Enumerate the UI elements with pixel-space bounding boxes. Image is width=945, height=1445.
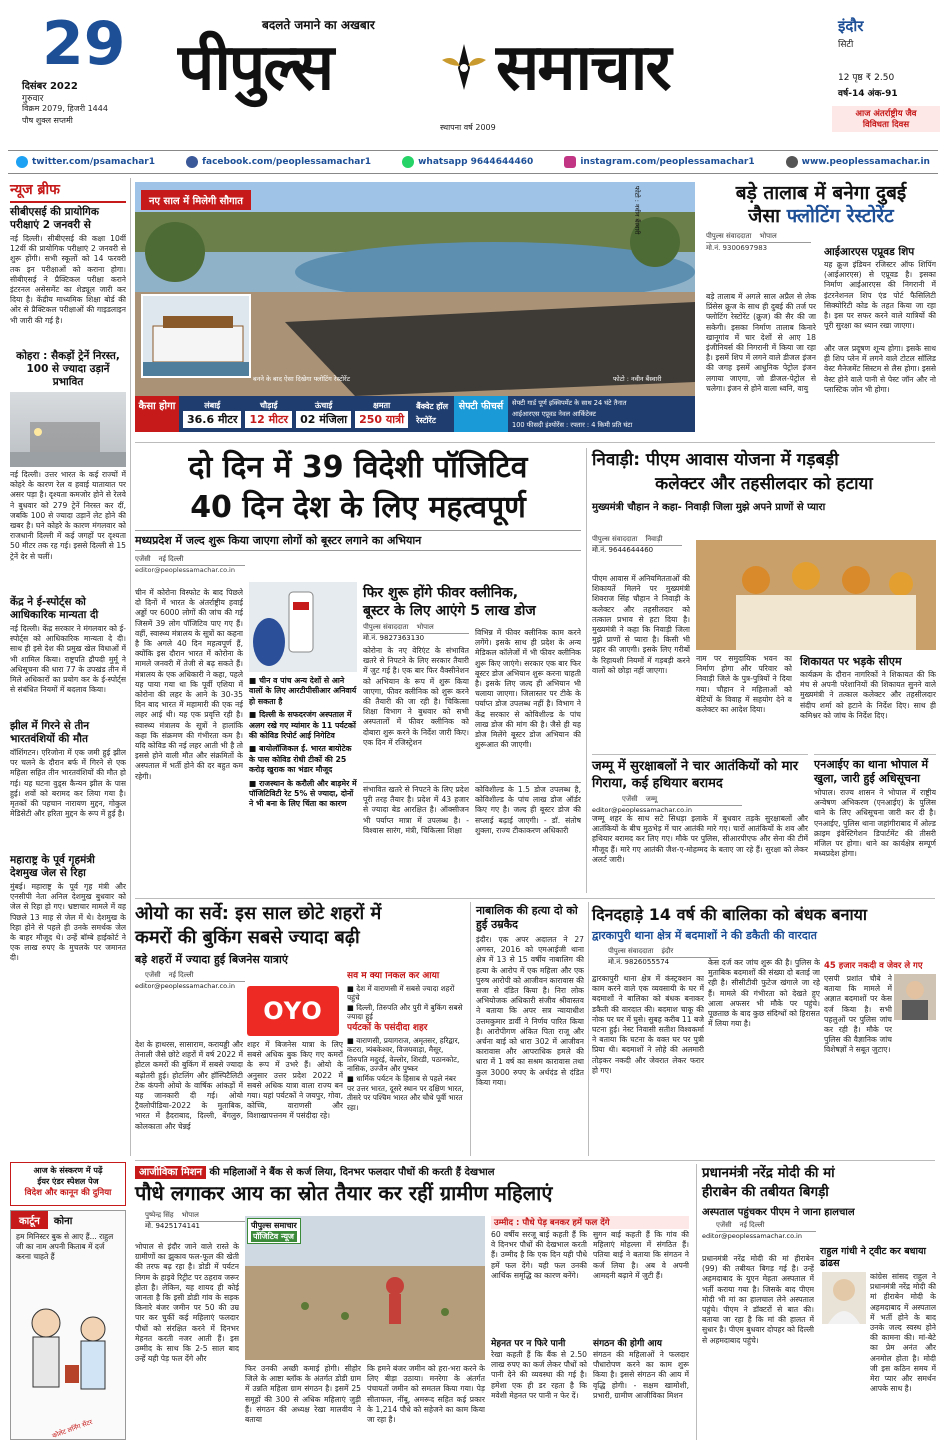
covid-bullet-3-text: बायोलॉजिकल ई. भारत बायोटेक के पास कोविड रोधी टीकों की 25 करोड़ खुराक का भंडार मौजूद	[249, 744, 352, 775]
pm-byline-name: एजेंसी	[716, 1221, 732, 1229]
lake-stats-bar	[135, 396, 695, 432]
niwari-headline-1: निवाड़ी: पीएम आवास योजना में गड़बड़ी	[592, 450, 839, 470]
twitter-icon	[16, 156, 28, 168]
stamp-line-2: पॉजिटिव न्यूज	[251, 1231, 297, 1242]
twitter-handle: twitter.com/psamachar1	[32, 157, 156, 167]
positive-news-stamp	[247, 1218, 301, 1244]
promo-line-1: आज के संस्करण में पढ़ें	[33, 1166, 103, 1175]
photo-credit: फोटो : नवीन बैंस्वारी	[613, 375, 662, 383]
hiraben-photo	[822, 1272, 866, 1324]
whatsapp-number: whatsapp 9644644460	[418, 157, 534, 167]
fever-headline-1: फिर शुरू होंगे फीवर क्लीनिक,	[363, 585, 519, 601]
covid-story	[135, 448, 581, 888]
fever-mob: मो.नं. 9827363130	[363, 634, 425, 642]
facebook-handle: facebook.com/peoplessamachar1	[202, 157, 372, 167]
logo-emblem	[436, 40, 492, 96]
village-headline: पौधे लगाकर आय का स्रोत तैयार कर रहीं ग्रामीण महिलाएं	[135, 1181, 553, 1205]
covid-deck: मध्यप्रदेश में जल्द शुरू किया जाएगा लोगों को बूस्टर लगाने का अभियान	[135, 530, 581, 551]
brief-1-body: नई दिल्ली। सीबीएसई की कक्षा 10वीं 12वीं की प्रायोगिक परीक्षाएं 2 जनवरी से शुरू होंगी। सभी स्कूलों को 14 फरवरी तक इन परीक्षाओं को कराना होगा। सीबीएसई ने प्रैक्टिकल परीक्षा कराने इंटरनल असेसमेंट का शेड्यूल जारी कर दिया है। केंद्रीय माध्यमिक शिक्षा बोर्ड की ओर से प्रैक्टिकल परीक्षाओं की गाइडलाइन भी जारी की गई है।	[10, 234, 126, 325]
fever-headline-2: बूस्टर के लिए आएंगे 5 लाख डोज	[363, 603, 536, 619]
hostage-mob: मो.नं. 9826055574	[608, 958, 670, 966]
brief-4-body: वॉशिंगटन। एरिजोना में एक जमी हुई झील पर चलने के दौरान बर्फ में गिरने से एक महिला सहित तीन भारतवंशियों की मौत हो गई। यह घटना वुड्स कैन्यन झील के पास हुई। शवों को बरामद कर लिया गया है। मृतकों की पहचान नारायण मुद्दन, गोकुल मेडिसेटी और हरिता मुद्दन के रूप में हुई है।	[10, 748, 126, 819]
social-whatsapp[interactable]	[402, 156, 533, 168]
cartoon-label: कार्टून	[11, 1211, 48, 1229]
weekday: गुरुवार	[22, 94, 44, 104]
safety-item-2: आईआरएस एप्रूवड नेवल आर्किटेक्ट	[512, 409, 596, 418]
social-strip	[8, 150, 938, 174]
covid-test-photo	[249, 582, 357, 672]
niwari-body: पीएम आवास में अनियमितताओं की शिकायतें मिलने पर मुख्यमंत्री शिवराज सिंह चौहान ने निवाड़ी के कलेक्टर और तहसीलदार को तत्काल प्रभाव से हटा दिया है। मुख्यमंत्री ने कहा कि निवाड़ी जिला मुझे प्राणों से प्यारा है। किसी भी प्रहार की जाएगी। इसके लिए गरीबों के रिहायशी नियमों में गड़बड़ी करने वालों को छोड़ा नहीं जाएगा।	[592, 574, 690, 675]
stat-length-value: 36.6 मीटर	[183, 411, 241, 428]
nia-body: भोपाल। राज्य शासन ने भोपाल में राष्ट्रीय अन्वेषण अभिकरण (एनआईए) के पुलिस थाने के लिए अधिसूचना जारी कर दी है। एनआईए, पुलिस थाना जहांगीराबाद में ओल्ड क्राइम इंवेस्टिगेशन डिपार्टमेंट की तीसरी मंजिल पर होगा। थाने का कार्यक्षेत्र सम्पूर्ण मध्यप्रदेश होगा।	[814, 788, 936, 859]
niwari-headline-2: कलेक्टर और तहसीलदार को हटाया	[655, 474, 873, 494]
oyo-box-item-4: ■ धार्मिक पर्यटन के हिसाब से पहले नंबर पर उत्तर भारत, दूसरे स्थान पर दक्षिण भारत, तीसरे पर पश्चिम भारत और चौथे पूर्वी भारत रहा।	[347, 1073, 464, 1112]
dubai-headline-2	[706, 205, 936, 228]
income-headline: संगठन की होगी आय	[593, 1339, 662, 1349]
jammu-story	[592, 754, 808, 890]
dubai-byline	[706, 232, 811, 243]
village-label	[135, 1164, 690, 1178]
dubai-headline-2a: जैसा	[748, 205, 787, 227]
covid-bullet-1: ■ चीन व पांच अन्य देशों से आने वालों के लिए आरटीपीसीआर अनिवार्य हो सकता है	[249, 676, 357, 706]
nia-story	[814, 754, 936, 890]
covid-bullet-4-text: राजस्थान के करौली और बाड़मेर में पॉजिटिविटी रेट 5% से ज्यादा, दोनों ने भी बना के लिए चिंता का कारण	[249, 778, 357, 809]
stats-label: कैसा होगा	[135, 396, 179, 432]
hope-body: 60 वर्षीय सरजू बाई कहती हैं कि वे दिनभर पौधों की देखभाल करती हैं। उम्मीद है कि एक दिन यही पौधे हमें फल देंगे। यही फल उनकी आर्थिक समृद्धि का कारण बनेंगे।	[491, 1230, 587, 1280]
covid-bullet-4: ■ राजस्थान के करौली और बाड़मेर में पॉजिटिविटी रेट 5% से ज्यादा, दोनों ने भी बना के लिए चिंता का कारण	[249, 778, 357, 809]
web-url: www.peoplessamachar.in	[801, 157, 930, 167]
covid-body: चीन में कोरोना विस्फोट के बाद पिछले दो दिनों में भारत के अंतर्राष्ट्रीय हवाई अड्डों पर 6000 लोगों की जांच की गई जिसमें 39 लोग पॉजिटिव पाए गए हैं। वहीं, स्वास्थ्य मंत्रालय के सूत्रों का कहना है कि अगले 40 दिन महत्वपूर्ण हैं, क्योंकि इस दौरान भारत में कोरोना के मामले जनवरी में तेजी से बढ़ सकते हैं। मंत्रालय के एक अधिकारी ने कहा, पहले यह पाया गया था कि पूर्वी एशिया में कोरोना की लहर के आने के 30-35 दिन बाद भारत में महामारी की एक नई लहर आई थी। यह एक प्रवृत्ति रही है। स्वास्थ्य मंत्रालय के सूत्रों ने हालांकि कहा कि संक्रमण की गंभीरता कम है। यदि कोविड की नई लहर आती भी है तो इससे होने वाली मौत और संक्रमितों के अस्पताल में भर्ती होने की दर बहुत कम रहेगी।	[135, 588, 243, 781]
officer-photo	[894, 974, 936, 1020]
oyo-box-item-4-text: धार्मिक पर्यटन के हिसाब से पहले नंबर पर उत्तर भारत, दूसरे स्थान पर दक्षिण भारत, तीसरे पर पश्चिम भारत और चौथे पूर्वी भारत रहा।	[347, 1073, 464, 1112]
village-byline-place: भोपाल	[181, 1211, 199, 1219]
brief-5-title: महाराष्ट्र के पूर्व गृहमंत्री देशमुख जेल से रिहा	[10, 854, 95, 879]
oyo-box-item-3: ■ वाराणसी, प्रयागराज, अमृतसर, हरिद्वार, कटरा, त्र्यंबकेश्वर, विजयवाड़ा, मैसूर, तिरुपति मदुरई, वेल्लोर, शिरडी, पठानकोट, नासिक, उज्जैन और पुष्कर	[347, 1035, 460, 1074]
logo-left: पीपुल्स	[178, 31, 333, 105]
village-body-3: कि हमने बंजर जमीन को हरा-भरा करने के लिए बीड़ा उठाया। मनरेगा के अंतर्गत पंचायतों जमीन को समतल किया गया। पेड़ सीताफल, नींबू, अमरूद सहित कई प्रकार के 1,214 पौधे को सहेजने का काम किया जा रहा है।	[367, 1364, 485, 1425]
covid-bullets	[249, 676, 357, 810]
oyo-logo-text: OYO	[263, 997, 323, 1025]
stat-capacity	[355, 400, 408, 428]
oyo-box-item-1-text: देश में वाराणसी में सबसे ज्यादा शहरों पहुंचे	[347, 983, 455, 1003]
hostage-byline	[608, 947, 718, 958]
cartoon-bubble: हम मिनिस्टर बुक से आए हैं... राहुल जी का नाम अपनी किताब में दर्ज करना चाहते हैं	[16, 1232, 114, 1261]
stat-width	[245, 400, 292, 428]
globe-icon	[786, 156, 798, 168]
dubai-headline-2b: फ्लोटिंग रेस्टोरेंट	[786, 205, 894, 227]
village-body-1: भोपाल से इंदौर जाने वाले रास्ते के ग्रामीणों का झुकाव फल-फूल की खेती की तरफ बढ़ रहा है। डोडी में पर्यटन निगम के हाइवे रिट्रीट पर ठहराव जरूर होता है। लेकिन, यह शायद ही कोई जानता है कि इसी डोडी गांव के सड़क किनारे बंजर जमीन पर 50 की उम्र पार कर चुकीं कई महिलाएं फलदार पौधों को संरक्षित करने में दिनभर मेहनत करती नजर आती हैं। इस उम्मीद के साथ कि 2-5 साल बाद उन्हें यही पेड़ फल देंगे और	[135, 1242, 239, 1364]
brief-1-title: सीबीएसई की प्रायोगिक परीक्षाएं 2 जनवरी से	[10, 206, 99, 231]
covid-headline-1: दो दिन में 39 विदेशी पॉजिटिव	[188, 450, 528, 485]
pm-side-headline: राहुल गांधी ने ट्वीट कर बधाया ढांढस	[820, 1246, 926, 1269]
covid-headline-2: 40 दिन देश के लिए महत्वपूर्ण	[190, 490, 526, 525]
safety-item-3: 100 फीसदी इंश्योरेंस : रफ्तार : 4 किमी प्रति घंटा	[512, 420, 633, 429]
fever-byline-place: भोपाल	[416, 623, 434, 631]
niwari-caption: नाम पर समुदायिक भवन का निर्माण होगा और परिवार को निवाड़ी जिले के पुत्र-पुत्रियों ने दिया गया। चौहान ने महिलाओं को बेटियों के विवाह में सहयोग देने व कलेक्टर का आदेश दिया।	[696, 654, 792, 715]
niwari-byline-name: पीपुल्स संवाददाता	[592, 535, 638, 543]
niwari-photo	[696, 540, 936, 650]
facebook-icon	[186, 156, 198, 168]
village-byline	[145, 1211, 245, 1222]
oyo-byline-place: नई दिल्ली	[168, 971, 194, 979]
oyo-headline-1: ओयो का सर्वे: इस साल छोटे शहरों में	[135, 903, 382, 924]
minor-headline: नाबालिक की हत्या दो को हुई उम्रकैद	[476, 904, 578, 931]
brief-title: न्यूज ब्रीफ	[10, 180, 126, 203]
hostage-deck: द्वारकापुरी थाना क्षेत्र में बदमाशों ने की डकैती की वारदात	[592, 929, 817, 942]
founded: स्थापना वर्ष 2009	[440, 123, 496, 132]
hostage-byline-place: इंदौर	[661, 947, 674, 955]
covid-bullet-2: ■ दिल्ली के सफदरजंग अस्पताल में अलग रखे गए म्यांमार के 11 पर्यटकों की कोविड रिपोर्ट आई निगेटिव	[249, 710, 356, 741]
jammu-email: editor@peoplessamachar.co.in	[592, 806, 692, 814]
village-mob: मो. 9425174141	[145, 1222, 200, 1230]
jammu-byline-place: जम्मू	[645, 795, 658, 803]
hostage-story	[592, 904, 936, 1156]
covid-byline-name: एजेंसी	[135, 555, 151, 563]
oyo-body-2: शहर में बिजनेस यात्रा के लिए सबसे अधिक बुक किए गए कमरों के रूप में उभरे हैं। ओयो के अनुसार उत्तर प्रदेश 2022 में सबसे अधिक यात्रा वाला राज्य बन गया। यहां पर्यटकों ने जयपुर, गोवा, कोच्चि, वाराणसी और विशाखापत्तनम में पसंदीदा रहे।	[247, 1040, 343, 1121]
masthead	[0, 0, 945, 150]
stat-height-label: ऊंचाई	[314, 401, 333, 410]
social-web[interactable]	[786, 156, 930, 168]
whatsapp-icon	[402, 156, 414, 168]
hostage-side-headline: 45 हजार नकदी व जेवर ले गए	[824, 961, 923, 971]
date-month: दिसंबर 2022	[22, 81, 78, 92]
oyo-story	[135, 902, 465, 1156]
promo-line-2: ईयर एंडर स्पेशल पेज	[37, 1177, 99, 1186]
niwari-byline	[592, 535, 682, 546]
nia-headline: एनआईए का थाना भोपाल में खुला, जारी हुई अधिसूचना	[814, 758, 929, 785]
oyo-headline-2: कमरों की बुकिंग सबसे ज्यादा बढ़ी	[135, 927, 360, 948]
brief-4-title: झील में गिरने से तीन भारतवंशियों की मौत	[10, 720, 90, 745]
pm-byline	[716, 1221, 816, 1232]
stat-height-value: 02 मंजिला	[296, 411, 351, 428]
brief-2-body: नई दिल्ली। उत्तर भारत के कई राज्यों में कोहरे के कारण रेल व हवाई यातायात पर असर पड़ा है। दृश्यता कमजोर होने से रेलवे ने बुधवार को 279 ट्रेनें निरस्त कर दीं, जबकि 100 से ज्यादा उड़ानें लेट होने की खबर है। घने कोहरे के कारण मंगलवार को राजधानी दिल्ली में कई जगहों पर दृश्यता 50 मीटर तक रह गई। इससे दिल्ली से 15 ट्रेनें देर से चलीं।	[10, 470, 126, 561]
social-facebook[interactable]	[186, 156, 371, 168]
vikram-date: विक्रम 2079, हिजरी 1444	[22, 104, 108, 113]
oyo-deck: बड़े शहरों में ज्यादा हुई बिजनेस यात्राएं	[135, 953, 288, 966]
minor-body: इंदौर। एक अपर अदालत ने 27 अगस्त, 2016 को एमआईजी थाना क्षेत्र में 13 से 15 वर्षीय नाबालिग की हत्या के आरोप में एक महिला और एक पुरुष आरोपी को आजीवन कारावास की सजा से दंडित किया है। निरा लोक अभियोजक अधिकारी संजीव श्रीवास्तव ने बताया कि अपर सत्र न्यायाधीश उत्तमकुमार डार्वी ने निर्णय पारित किया है। आरोपीगण अंकित पिता राजू और अर्चना बाई को धारा 302 में आजीवन कारावास और आपराधिक हमले की धारा में 1 वर्ष का सश्रम कारावास तथा कुल 3000 रुपए के अर्थदंड से दंडित किया गया।	[476, 935, 584, 1087]
pm-headline-1: प्रधानमंत्री नरेंद्र मोदी की मां	[702, 1165, 835, 1181]
effort-headline: मेहनत पर न फिरे पानी	[491, 1339, 566, 1349]
promo-line-3: विदेश और कानून की दुनिया	[24, 1188, 112, 1198]
covid-byline-place: नई दिल्ली	[158, 555, 184, 563]
village-label-a: आजीविका मिशन	[135, 1166, 206, 1179]
oyo-body-1: देश के हाथरस, सासाराम, करायड्डी और तेनाली जैसे छोटे शहरों में वर्ष 2022 में होटल कमरों की बुकिंग में सबसे ज्यादा बढ़ोतरी हुई। होटलिंग और हॉस्पिटैलिटी टेक कंपनी ओयो के वार्षिक आंकड़ों में यह जानकारी दी गई। ओयो ट्रैवलोपीडिया-2022 के मुताबिक, भारत में हैदराबाद, दिल्ली, बेंगलुरु, कोलकाता और चेन्नई	[135, 1040, 243, 1131]
effort-body: रेखा कहती हैं कि बैंक से 2.50 लाख रुपए का कर्ज लेकर पौधों को पानी देने की व्यवस्था की गई है। हमेशा एक ही डर रहता है कि मवेशी मेहनत पर पानी न फेर दें।	[491, 1350, 587, 1400]
oyo-box-item-1: ■ देश में वाराणसी में सबसे ज्यादा शहरों पहुंचे	[347, 983, 455, 1003]
village-body-2: फिर उनकी अच्छी कमाई होगी। सीहोर जिले के आष्टा ब्लॉक के अंतर्गत डोडी ग्राम में उन्नति महिला ग्राम संगठन है। इसमें 25 समूहों की 300 से अधिक महिलाएं जुड़ी हैं। संगठन की अध्यक्ष रेखा मालवीय ने बताया	[245, 1364, 361, 1425]
stat-width-label: चौड़ाई	[260, 401, 278, 410]
niwari-story	[592, 448, 936, 748]
dubai-mob: मो.नं. 9300697983	[706, 244, 768, 252]
pm-headline-2: हीराबेन की तबीयत बिगड़ी	[702, 1184, 829, 1200]
day-note	[832, 106, 940, 132]
hope-headline: उम्मीद : पौधे पेड़ बनकर हमें फल देंगे	[491, 1216, 689, 1229]
niwari-deck: मुख्यमंत्री चौहान ने कहा- निवाड़ी जिला मुझे अपने प्राणों से प्यारा	[592, 502, 826, 513]
jammu-byline-name: एजेंसी	[622, 795, 638, 803]
brief-3-body: नई दिल्ली। केंद्र सरकार ने मंगलवार को ई-स्पोर्ट्स को आधिकारिक मान्यता दे दी। साथ ही इसे देश की प्रमुख खेल विधाओं में भी शामिल किया। राष्ट्रपति द्रौपदी मुर्मू ने अधिसूचना की धारा 77 के उपखंड तीन में मिले अधिकारों का प्रयोग कर के ई-स्पोर्ट्स से संबंधित नियमों में बदलाव किया।	[10, 624, 126, 695]
niwari-byline-place: निवाड़ी	[645, 535, 663, 543]
logo-right: समाचार	[496, 31, 670, 105]
amenities	[416, 400, 448, 428]
niwari-mob: मो.नं. 9644644460	[592, 546, 654, 554]
dubai-story	[706, 182, 936, 434]
oyo-box	[347, 972, 465, 1154]
pm-side-body: कांग्रेस सांसद राहुल ने प्रधानमंत्री नरेंद्र मोदी की मां हीराबेन मोदी के अहमदाबाद में अस्पताल में भर्ती होने के बाद उनके जल्द स्वस्थ होने की कामना की। मां-बेटे का प्रेम अनंत और अनमोल होता है। मोदी जी इस कठिन समय में मेरा प्यार और समर्थन आपके साथ है।	[870, 1272, 936, 1394]
stat-capacity-value: 250 यात्री	[355, 411, 408, 428]
hostage-body-2: केस दर्ज कर जांच शुरू की है। पुलिस के मुताबिक बदमाशों की संख्या दो बताई जा रही है। सीसीटीवी फुटेज खंगाले जा रहे हैं। मामले की गंभीरता को देखते हुए आला अफसर भी मौके पर पहुंचे। पूछताछ के बाद कुछ संदिग्धों को हिरासत में लिया गया है।	[708, 958, 820, 1029]
pm-byline-place: नई दिल्ली	[739, 1221, 765, 1229]
dubai-body-2: यह क्रूज इंडियन रजिस्टर ऑफ शिपिंग (आईआरएस) से एप्रूवड है। इसका निर्माण आईआरएस की निगरानी में इंटरनेशनल शिप एंड पोर्ट फैसिलिटी सिक्योरिटी कोड के तहत किया जा रहा है। इस पर सफर करने वाले यात्रियों की पूरी सुरक्षा का ध्यान रखा जाएगा।	[824, 260, 936, 331]
lake-feature	[135, 182, 695, 432]
fever-byline-name: पीपुल्स संवाददाता	[363, 623, 409, 631]
instagram-icon	[564, 156, 576, 168]
social-twitter[interactable]	[16, 156, 155, 168]
brief-3-title: केंद्र ने ई-स्पोर्ट्स को आधिकारिक मान्यता दी	[10, 596, 99, 621]
jammu-headline: जम्मू में सुरक्षाबलों ने चार आतंकियों को मार गिराया, कई हथियार बरामद	[592, 759, 799, 791]
stat-height	[296, 400, 351, 428]
stat-length	[183, 400, 241, 428]
oyo-byline	[145, 971, 245, 982]
fever-body-1: कोरोना के नए वेरिएंट के संभावित खतरे से निपटने के लिए सरकार तैयारी में जुट गई है। एक बार फिर वैक्सीनेशन को अभियान के रूप में शुरू किया जाएगा, फीवर क्लीनिक को शुरू करने की तैयारी की जा रही है। चिकित्सा शिक्षा विभाग ने बुधवार को सभी अस्पतालों में फीवर क्लीनिक को दोबारा शुरू करने के निर्देश जारी किए। एक दिन में रजिस्ट्रेशन	[363, 646, 469, 747]
dubai-byline-place: भोपाल	[759, 232, 777, 240]
village-byline-name: पुष्पेन्द्र सिंह	[145, 1211, 174, 1219]
edition: सिटी	[838, 40, 854, 50]
brief-5-body: मुंबई। महाराष्ट्र के पूर्व गृह मंत्री और एनसीपी नेता अनिल देशमुख बुधवार को जेल से रिहा हो गए। भ्रष्टाचार मामले में वह पिछले 13 माह से जेल में थे। देशमुख के रिहा होने से पहले ही उनके समर्थक जेल के बाहर मौजूद थे। उन्हें बॉम्बे हाईकोर्ट ने एक लाख रुपए के मुचलके पर जमानत दी।	[10, 882, 126, 963]
news-brief	[10, 180, 126, 984]
city: इंदौर	[838, 17, 864, 35]
brief-2-title: कोहरा : सैकड़ों ट्रेनें निरस्त, 100 से ज्यादा उड़ानें प्रभावित	[16, 350, 120, 388]
covid-bullet-2-text: दिल्ली के सफदरजंग अस्पताल में अलग रखे गए म्यांमार के 11 पर्यटकों की कोविड रिपोर्ट आई निगेटिव	[249, 710, 356, 741]
instagram-handle: instagram.com/peoplessamachar1	[580, 157, 755, 167]
fever-quote-2: कोविशील्ड के 1.5 डोज उपलब्ध है, कोविशील्ड के पांच लाख डोज ऑर्डर किए गए है। जल्द ही बूस्टर डोज की सप्लाई बढ़ाई जाएगी। - डॉ. संतोष शुक्ला, राज्य टीकाकरण अधिकारी	[475, 782, 581, 882]
hostage-body-1: द्वारकापुरी थाना क्षेत्र में कंस्ट्रक्शन का काम करने वाले एक व्यवसायी के घर में बदमाशों ने बालिका को बंधक बनाकर डकैती की वारदात की। बदमाश चाकू की नोक पर घर में घुसे। सुबह करीब 11 बजे घटना हुई। नेस्ट निवासी सतीश विश्वकर्मा ने बताया कि घटना के वक्त घर पर पुत्री प्रिया थी। बदमाशों ने लोहे की अलमारी तोड़कर नकदी और जेवरात लेकर फरार हो गए।	[592, 974, 704, 1075]
safety-item-1: सेफ्टी गार्ड पूर्ण इक्विपमेंट के साथ 24 घंटे तैनात	[512, 398, 627, 407]
dubai-byline-name: पीपुल्स संवाददाता	[706, 232, 752, 240]
cartoon-drawing	[11, 1295, 125, 1415]
lake-ribbon: नए साल में मिलेगी सौगात	[141, 190, 251, 210]
oyo-box-item-3-text: वाराणसी, प्रयागराज, अमृतसर, हरिद्वार, कटरा, त्र्यंबकेश्वर, विजयवाड़ा, मैसूर, तिरुपति मदुरई, वेल्लोर, शिरडी, पठानकोट, नासिक, उज्जैन और पुष्कर	[347, 1035, 460, 1074]
oyo-logo	[247, 986, 339, 1036]
minor-murder-story	[476, 904, 584, 1156]
amenity-banquet: बैंक्वेट हॉल	[416, 402, 448, 411]
cartoon-tag: कोलेट लर्निंग सेंटर	[51, 1417, 94, 1440]
day-note-2: विविधता दिवस	[862, 120, 910, 130]
dubai-subhead: आईआरएस एप्रूवड शिप	[824, 246, 915, 258]
safety-label: सेफ्टी फीचर्स	[454, 396, 508, 432]
oyo-box-item-2: ■ दिल्ली, तिरुपति और पुरी में बुकिंग सबसे ज्यादा हुई	[347, 1002, 463, 1022]
date-number: 29	[42, 9, 126, 79]
cartoon-corner: कोना	[53, 1216, 73, 1227]
stat-width-value: 12 मीटर	[245, 411, 292, 428]
logo	[178, 28, 828, 118]
dubai-body-1: बड़े तालाब में अगले साल अप्रैल से लेक प्रिंसेस क्रूज के साथ ही दुबई की तर्ज पर फ्लोटिंग रेस्टोरेंट (क्रूज) की सैर की जा सकेगी। इसका निर्माण तालाब किनारे खानूगांव में चार देशों से आए 18 इंजीनियर्स की निगरानी में किया जा रहा है। इसमें शिप में लगने वाले डीजल इंजन की जगह इसमें आधुनिक पेट्रोल इंजन लगाया जाएगा, जो डीजल-पेट्रोल से चलेगा। इंजन से होने वाला ध्वनि, वायु	[706, 292, 816, 393]
pm-mother-story	[702, 1164, 936, 1440]
pm-email: editor@peoplessamachar.co.in	[702, 1232, 802, 1240]
jammu-byline	[622, 795, 742, 806]
dubai-body-3: और जल प्रदूषण शून्य होगा। इसके साथ ही शिप प्लेन में लगने वाले टोटल सॉलिड वेस्ट मैनेजमेंट सिस्टम से लैस होगा। इससे वेस्ट होने वाले पानी से पेस्ट जॉन और नो प्लास्टिक जोन भी होगा।	[824, 344, 936, 394]
covid-bullet-1-text: चीन व पांच अन्य देशों से आने वालों के लिए आरटीपीसीआर अनिवार्य हो सकता है	[249, 676, 357, 706]
village-label-b: की महिलाओं ने बैंक से कर्ज लिया, दिनभर फलदार पौधों की करती हैं देखभाल	[206, 1167, 495, 1178]
stat-capacity-label: क्षमता	[373, 401, 391, 410]
hostage-side-body: एसपी प्रशांत चौबे ने बताया कि मामले में अज्ञात बदमाशों पर केस दर्ज किया है। सभी पहलुओं पर पुलिस जांच कर रही है। मौके पर पुलिस की वैज्ञानिक जांच विशेषज्ञों ने सबूत जुटाए।	[824, 974, 892, 1055]
oyo-byline-name: एजेंसी	[145, 971, 161, 979]
fever-body-2: विभिन्न में फीवर क्लीनिक काम करने लगेंगे। इसके साथ ही प्रदेश के अन्य मेडिकल कॉलेजों में भी फीवर क्लीनिक शुरू किए जाएंगे। सरकार एक बार फिर बूस्टर डोज अभियान शुरू करना चाहती है। इसके लिए जल्द ही अभियान भी चलाया जाएगा। जिलास्तर पर टीके के पर्याप्त डोज उपलब्ध नहीं है। विभाग ने केंद्र सरकार से कोविशील्ड के पांच लाख डोज की मांग की है। जैसे ही यह डोज मिलेंगे बूस्टर डोज अभियान की शुरूआत की जाएगी।	[475, 628, 581, 750]
hope-body-2: सुगन बाई कहती हैं कि गांव की महिलाएं मोहल्ला में संगठित हैं। पतिया बाई ने बताया कि संगठन ने कर्ज लिया है। अब वे अपनी आमदनी बढ़ाने में जुटी हैं।	[593, 1230, 689, 1280]
fever-quote-1: संभावित खतरे से निपटने के लिए प्रदेश पूरी तरह तैयार है। प्रदेश में 43 हजार से ज्यादा बेड आरक्षित है। ऑक्सीजन भी पर्याप्त मात्रा में उपलब्ध है। - विश्वास सारंग, मंत्री, चिकित्सा शिक्षा	[363, 782, 469, 882]
hostage-byline-name: पीपुल्स संवाददाता	[608, 947, 654, 955]
social-instagram[interactable]	[564, 156, 754, 168]
niwari-side-body: कार्यक्रम के दौरान नागरिकों ने शिकायत की कि मंच से अपनी परेशानियों की शिकायत सुनने वाले मुख्यमंत्री ने तत्काल कलेक्टर और तहसीलदार संदीप शर्मा को हटाने के निर्देश दिए। साथ ही कमिश्नर को जांच के निर्देश दिए।	[800, 670, 936, 720]
oyo-box-item-2-text: दिल्ली, तिरुपति और पुरी में बुकिंग सबसे ज्यादा हुई	[347, 1002, 463, 1022]
hostage-headline: दिनदहाड़े 14 वर्ष की बालिका को बंधक बनाया	[592, 905, 868, 924]
pm-deck: अस्पताल पहुंचकर पीएम ने जाना हालचाल	[702, 1207, 855, 1218]
jammu-body: जम्मू शहर के साथ सटे सिधड़ा इलाके में बुधवार तड़के सुरक्षाबलों और आतंकियों के बीच मुठभेड़ में चार आतंकी मारे गए। चारों आतंकियों के शव और हथियार बरामद कर लिए गए। मौके पर पुलिस, सीआरपीएफ और सेना की टीमें मौजूद हैं। मारे गए आतंकी जैश-ए-मोहम्मद के बताए जा रहे हैं। सुरक्षा को लेकर अलर्ट जारी।	[592, 814, 808, 864]
day-note-1: आज अंतर्राष्ट्रीय जैव	[855, 109, 917, 119]
fever-clinic-story	[363, 584, 581, 884]
oyo-box-heading: सर्वे में क्या निकल कर आया	[347, 972, 440, 981]
paksh: पौष शुक्ल सप्तमी	[22, 116, 73, 125]
volume: वर्ष-14 अंक-91	[838, 89, 898, 99]
stamp-line-1: पीपुल्स समाचार	[251, 1221, 297, 1230]
amenity-restaurant: रेस्टोरेंट	[416, 416, 436, 425]
tagline: बदलते जमाने का अखबार	[262, 18, 375, 32]
pages-price: 12 पृष्ठ ₹ 2.50	[838, 73, 895, 83]
income-body: संगठन की महिलाओं ने फलदार पौधारोपण करने का काम शुरू किया है। इससे संगठन की आय में वृद्धि होगी। - सक्षम खामोशी, प्रभारी, ग्रामीण आजीविका मिशन	[593, 1350, 689, 1400]
niwari-side-headline: शिकायत पर भड़के सीएम	[800, 655, 902, 668]
pm-body: प्रधानमंत्री नरेंद्र मोदी की मां हीराबेन (99) की तबीयत बिगड़ गई है। उन्हें अहमदाबाद के यूएन मेहता अस्पताल में भर्ती कराया गया है। जिसके बाद पीएम मोदी भी मां का हालचाल लेने अस्पताल पहुंचे। पीएम ने डॉक्टरों से बात की। बताया जा रहा है कि मां की हालत में सुधार है। पीएम बुधवार दोपहर को दिल्ली से अहमदाबाद पहुंचे।	[702, 1254, 814, 1345]
oyo-email: editor@peoplessamachar.co.in	[135, 982, 235, 990]
cartoon-box	[10, 1210, 126, 1440]
oyo-box-heading-2: पर्यटकों के पसंदीदा शहर	[347, 1022, 428, 1033]
inset-caption: बनने के बाद ऐसा दिखेगा फ्लोटिंग रेस्टोरेंट	[253, 375, 350, 383]
edition-promo[interactable]	[10, 1162, 126, 1206]
fog-train-photo	[10, 392, 126, 467]
stat-length-label: लंबाई	[204, 401, 221, 410]
fever-byline	[363, 623, 469, 634]
covid-bullet-3: ■ बायोलॉजिकल ई. भारत बायोटेक के पास कोविड रोधी टीकों की 25 करोड़ खुराक का भंडार मौजूद	[249, 744, 352, 775]
covid-email: editor@peoplessamachar.co.in	[135, 566, 235, 574]
covid-byline	[135, 555, 245, 566]
dubai-headline-1: बड़े तालाब में बनेगा दुबई	[735, 182, 907, 204]
safety-list	[512, 398, 632, 431]
village-story	[135, 1164, 690, 1440]
restaurant-render	[141, 294, 251, 378]
photo-credit-top: फोटो : नवीन बैंस्वारी	[633, 186, 641, 235]
